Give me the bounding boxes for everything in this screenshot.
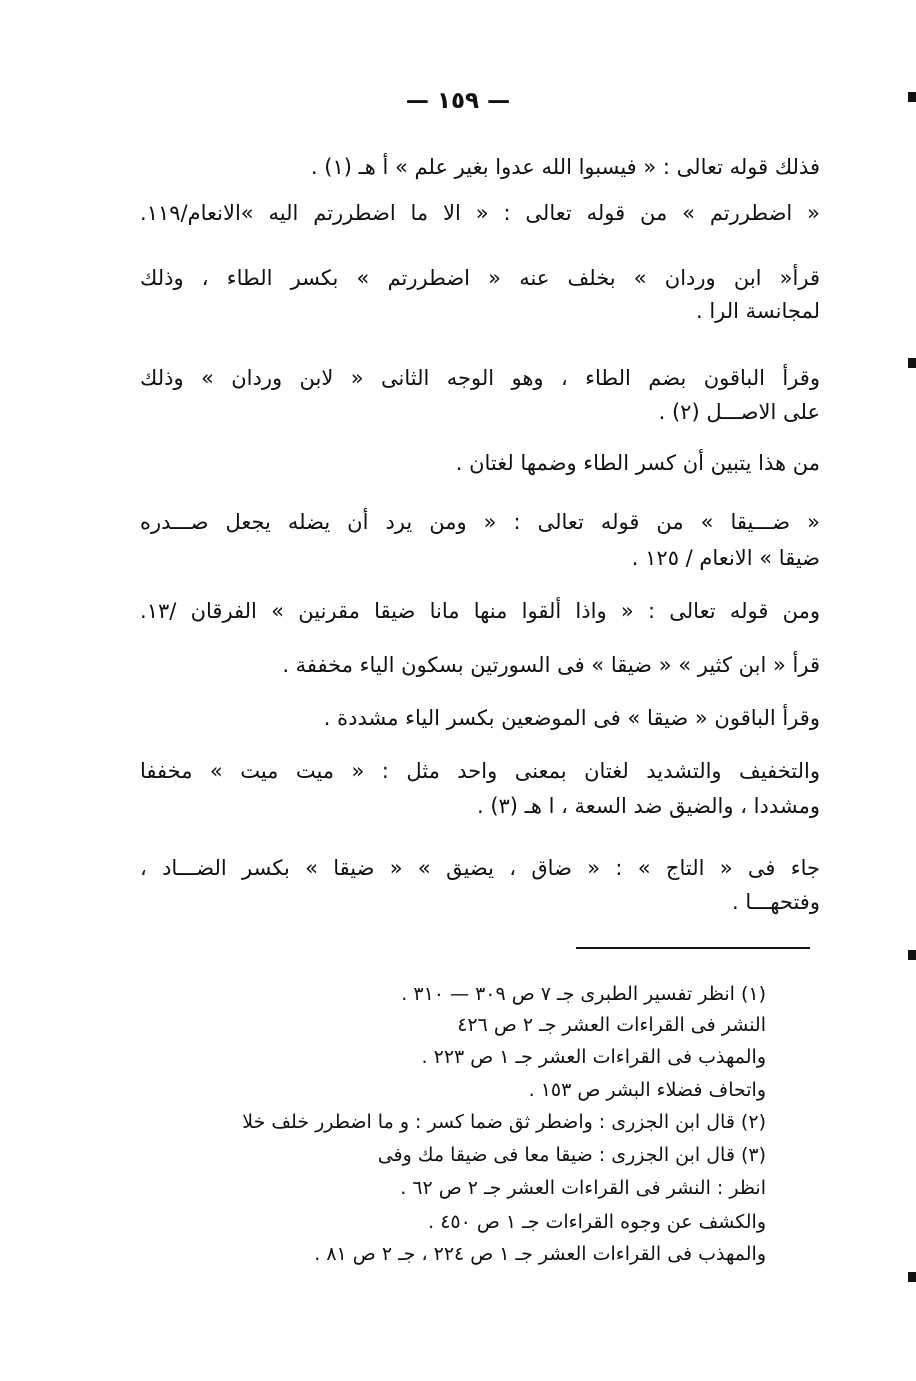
text-line: وقرأ الباقون « ضيقا » فى الموضعين بكسر الياء مشددة . bbox=[323, 706, 820, 730]
text-line: ضيقا » الانعام / ١٢٥ . bbox=[631, 546, 820, 570]
text-line: ومشددا ، والضيق ضد السعة ، ا هـ (٣) . bbox=[476, 794, 820, 818]
text-line: والتخفيف والتشديد لغتان بمعنى واحد مثل : « ميت ميت » مخففا bbox=[140, 759, 820, 783]
text-line: « ضـــيقا » من قوله تعالى : « ومن يرد أن يضله يجعل صـــدره bbox=[140, 510, 820, 534]
footnote-line: والمهذب فى القراءات العشر جـ ١ ص ٢٢٤ ، جـ ٢ ص ٨١ . bbox=[314, 1243, 766, 1265]
scan-edge-mark bbox=[908, 950, 916, 960]
footnote-line: النشر فى القراءات العشر جـ ٢ ص ٤٢٦ bbox=[457, 1014, 766, 1036]
scan-edge-mark bbox=[908, 92, 916, 102]
text-line: قرأ« ابن وردان » بخلف عنه « اضطررتم » بكسر الطاء ، وذلك bbox=[140, 266, 820, 290]
footnote-line: (١) انظر تفسير الطبرى جـ ٧ ص ٣٠٩ — ٣١٠ . bbox=[401, 983, 766, 1005]
text-line: لمجانسة الرا . bbox=[695, 299, 820, 323]
text-line: ومن قوله تعالى : « واذا ألقوا منها مانا ضيقا مقرنين » الفرقان /١٣. bbox=[140, 599, 820, 623]
text-line: من هذا يتبين أن كسر الطاء وضمها لغتان . bbox=[455, 451, 820, 475]
text-line: فذلك قوله تعالى : « فيسبوا الله عدوا بغير علم » أ هـ (١) . bbox=[310, 155, 820, 179]
text-line: جاء فى « التاج » : « ضاق ، يضيق » « ضيقا » بكسر الضـــاد ، bbox=[140, 856, 820, 880]
text-line: وفتحهـــا . bbox=[732, 890, 820, 914]
footnote-line: انظر : النشر فى القراءات العشر جـ ٢ ص ٦٢ . bbox=[400, 1177, 766, 1199]
page-number: — ١٥٩ — bbox=[405, 88, 511, 114]
text-line: وقرأ الباقون بضم الطاء ، وهو الوجه الثانى « لابن وردان » وذلك bbox=[140, 366, 820, 390]
text-line: قرأ « ابن كثير » « ضيقا » فى السورتين بسكون الياء مخففة . bbox=[282, 653, 820, 677]
footnote-separator bbox=[576, 947, 810, 949]
footnote-line: (٢) قال ابن الجزرى : واضطر ثق ضما كسر : و ما اضطرر خلف خلا bbox=[242, 1111, 766, 1133]
text-line: على الاصـــل (٢) . bbox=[658, 400, 820, 424]
footnote-line: (٣) قال ابن الجزرى : ضيقا معا فى ضيقا مك وفى bbox=[377, 1144, 766, 1166]
scan-edge-mark bbox=[908, 1272, 916, 1282]
footnote-line: واتحاف فضلاء البشر ص ١٥٣ . bbox=[528, 1079, 766, 1101]
scan-edge-mark bbox=[908, 358, 916, 368]
text-line: « اضطررتم » من قوله تعالى : « الا ما اضطررتم اليه »الانعام/١١٩. bbox=[140, 201, 820, 225]
footnote-line: والمهذب فى القراءات العشر جـ ١ ص ٢٢٣ . bbox=[421, 1046, 766, 1068]
footnote-line: والكشف عن وجوه القراءات جـ ١ ص ٤٥٠ . bbox=[428, 1211, 766, 1233]
